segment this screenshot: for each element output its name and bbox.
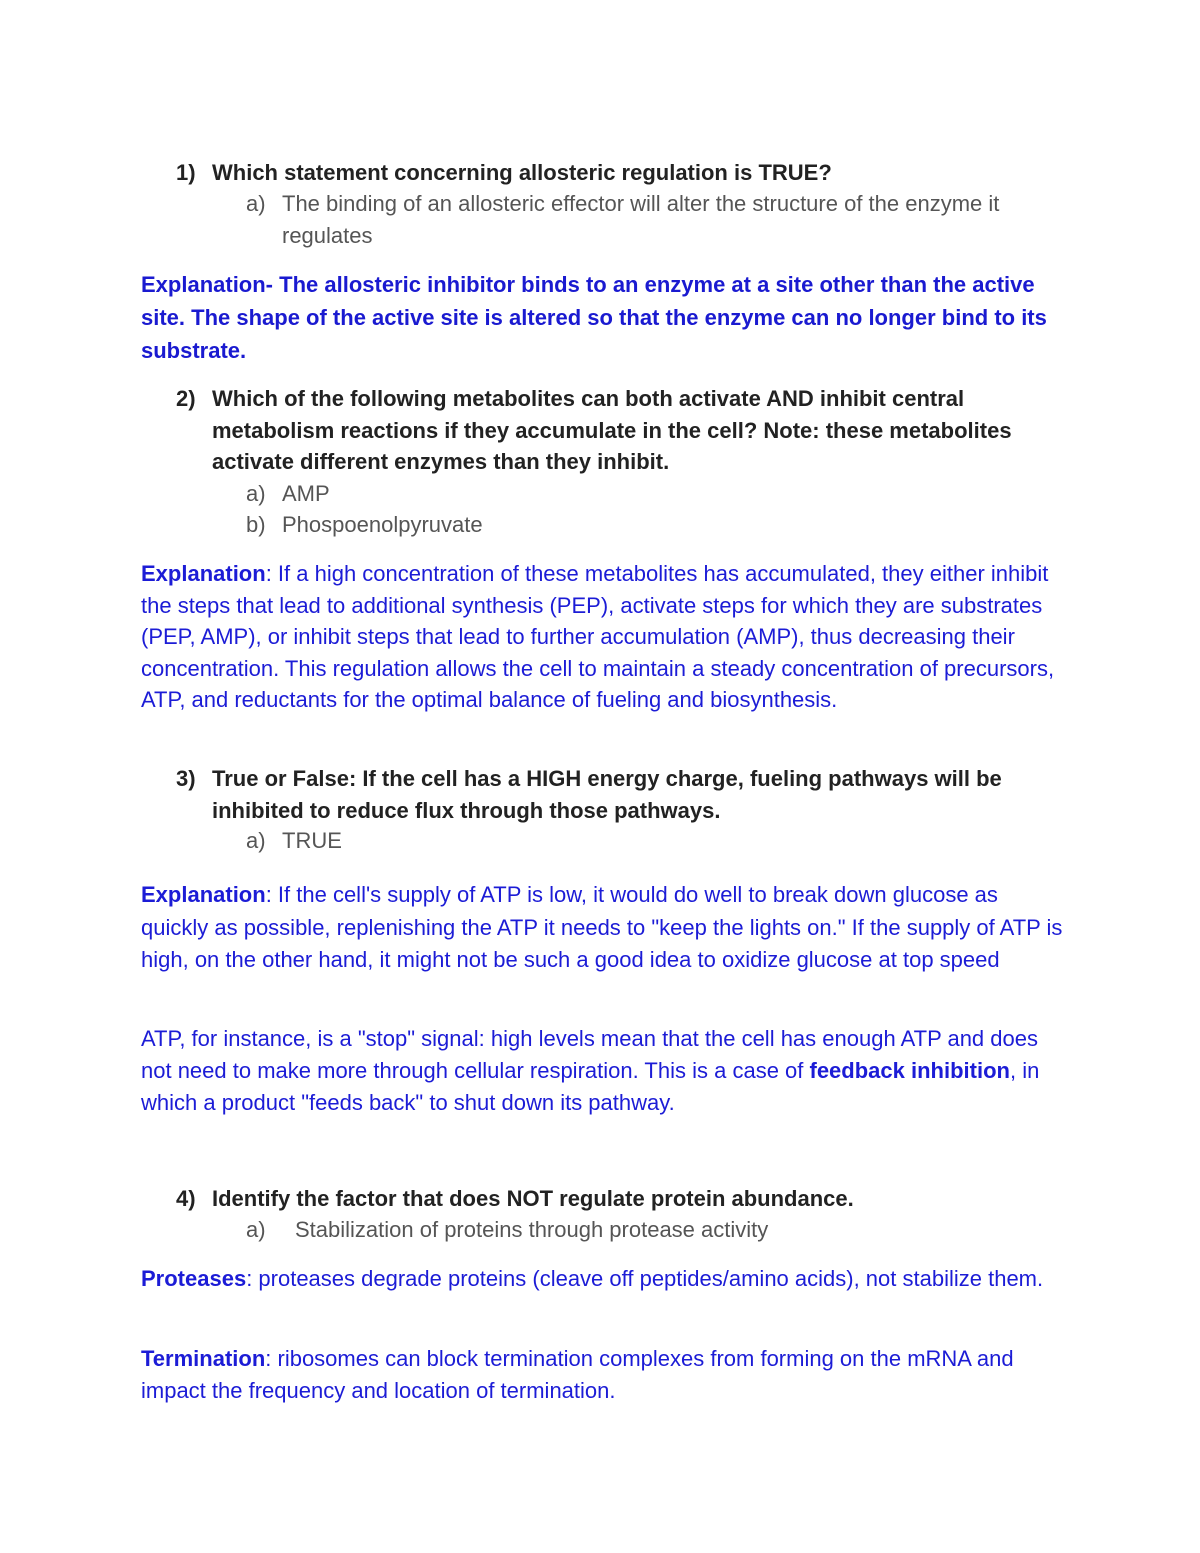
paragraph-text-post: , in which a product "feeds back" to shut down its pathway.	[141, 1058, 1040, 1115]
termination-text: : ribosomes can block termination complexes from forming on the mRNA and impact the frequency and location of termination.	[141, 1346, 1014, 1403]
option-letter: a)	[246, 828, 266, 853]
q4-proteases-explanation	[141, 1263, 1066, 1295]
option-text: The binding of an allosteric effector will alter the structure of the enzyme it regulates	[282, 191, 1000, 248]
question-4	[176, 1183, 1076, 1215]
question-number: 4)	[176, 1186, 196, 1211]
option-letter: a)	[246, 191, 266, 216]
option-letter: a)	[246, 481, 266, 506]
explanation-label: Explanation	[141, 882, 266, 907]
q2-option-b	[246, 509, 1066, 541]
explanation-text: The allosteric inhibitor binds to an enzyme at a site other than the active site. The shape of the active site is altered so that the enzyme can no longer bind to its substrate.	[141, 272, 1047, 363]
option-letter: b)	[246, 512, 266, 537]
question-number: 1)	[176, 160, 196, 185]
proteases-text: : proteases degrade proteins (cleave off peptides/amino acids), not stabilize them.	[246, 1266, 1044, 1291]
q1-explanation	[141, 268, 1066, 367]
question-number: 3)	[176, 766, 196, 791]
explanation-text: : If the cell's supply of ATP is low, it would do well to break down glucose as quickly as possible, replenishing the ATP it needs to "keep the lights on." If the supply of ATP is high, on the other hand, it might not be such a good idea to oxidize glucose at top speed	[141, 882, 1063, 972]
question-text: Which statement concerning allosteric regulation is TRUE?	[212, 160, 832, 185]
option-text: TRUE	[282, 828, 342, 853]
q4-option-a	[246, 1214, 1066, 1246]
question-1	[176, 157, 1076, 189]
q2-option-a	[246, 478, 1066, 510]
explanation-label: Explanation-	[141, 272, 274, 297]
q3-option-a	[246, 825, 1066, 857]
question-text: Identify the factor that does NOT regulate protein abundance.	[212, 1186, 854, 1211]
question-text: True or False: If the cell has a HIGH energy charge, fueling pathways will be inhibited to reduce flux through those pathways.	[212, 766, 1002, 823]
q3-explanation-paragraph-2	[141, 1023, 1066, 1119]
option-text: Stabilization of proteins through protease activity	[295, 1217, 769, 1242]
q4-termination-explanation	[141, 1343, 1066, 1406]
option-letter: a)	[246, 1217, 266, 1242]
q2-explanation	[141, 558, 1066, 716]
option-text: AMP	[282, 481, 330, 506]
question-2	[176, 383, 1076, 478]
question-3	[176, 763, 1076, 826]
option-text: Phospoenolpyruvate	[282, 512, 483, 537]
proteases-label: Proteases	[141, 1266, 247, 1291]
q1-option-a	[246, 188, 1066, 251]
q3-explanation	[141, 879, 1066, 977]
question-text: Which of the following metabolites can both activate AND inhibit central metabolism reactions if they accumulate in the cell? Note: these metabolites activate different enzymes than they inhibit.	[212, 386, 1012, 474]
question-number: 2)	[176, 386, 196, 411]
paragraph-text-pre: ATP, for instance, is a "stop" signal: high levels mean that the cell has enough ATP and does not need to make more through cellular respiration. This is a case of	[141, 1026, 1038, 1083]
explanation-text: : If a high concentration of these metabolites has accumulated, they either inhibit the steps that lead to additional synthesis (PEP), activate steps for which they are substrates (PEP, AMP), or inhibit steps that lead to further accumulation (AMP), thus decreasing their concentration. This regulation allows the cell to maintain a steady concentration of precursors, ATP, and reductants for the optimal balance of fueling and biosynthesis.	[141, 561, 1055, 712]
explanation-label: Explanation	[141, 561, 266, 586]
termination-label: Termination	[141, 1346, 266, 1371]
feedback-inhibition-term: feedback inhibition	[809, 1058, 1010, 1083]
